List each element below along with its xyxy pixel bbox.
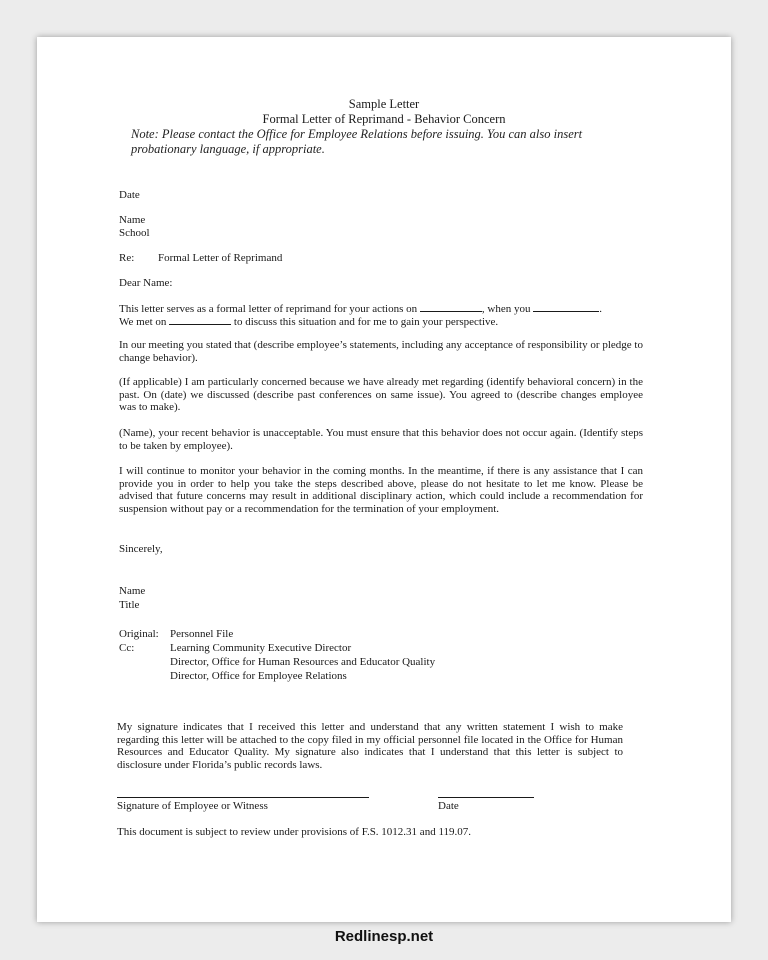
date-label: Date	[438, 800, 459, 812]
salutation: Dear Name:	[119, 277, 173, 289]
recipient-school: School	[119, 227, 150, 239]
signature-label: Signature of Employee or Witness	[117, 800, 268, 812]
letter-title: Sample Letter	[348, 97, 420, 111]
closing: Sincerely,	[119, 543, 163, 555]
p1-text-a: This letter serves as a formal letter of reprimand for your actions on	[119, 303, 420, 315]
issuing-note: Note: Please contact the Office for Employee Relations before issuing. You can also insert probationary language, if appropriate.	[131, 127, 583, 156]
re-subject: Formal Letter of Reprimand	[158, 252, 283, 264]
action-date-blank	[420, 301, 482, 312]
signer-title: Title	[119, 599, 140, 611]
signer-name: Name	[119, 585, 146, 597]
review-note: This document is subject to review under provisions of F.S. 1012.31 and 119.07.	[117, 826, 472, 838]
letter-subtitle: Formal Letter of Reprimand - Behavior Concern	[262, 112, 506, 126]
p1-text-c: .	[599, 303, 602, 315]
p1-text-b: , when you	[481, 303, 534, 315]
recipient-name: Name	[119, 214, 146, 226]
p1-text-d: We met on	[119, 316, 170, 328]
cc-item: Director, Office for Human Resources and Educator Quality	[170, 656, 436, 668]
paragraph-2: In our meeting you stated that (describe employee’s statements, including any acceptance of responsibility or pledge to change behavior).	[119, 339, 643, 364]
paragraph-1-line-2	[119, 314, 498, 329]
paragraph-4: (Name), your recent behavior is unacceptable. You must ensure that this behavior does not occur again. (Identify steps to be taken by employee).	[119, 427, 643, 452]
acknowledgment-text: My signature indicates that I received this letter and understand that any written statement I wish to make regarding this letter will be attached to the copy filed in my official personnel file located in the Office for Human Resources and Educator Quality. My signature also indicates that I understand that this letter is subject to disclosure under Florida’s public records laws.	[117, 721, 623, 771]
cc-item: Director, Office for Employee Relations	[170, 670, 347, 682]
p1-text-e: to discuss this situation and for me to gain your perspective.	[231, 316, 499, 328]
original-value: Personnel File	[170, 628, 234, 640]
paragraph-3: (If applicable) I am particularly concerned because we have already met regarding (identify behavioral concern) in the past. On (date) we discussed (describe past conferences on same issue). You agreed to (describe changes employee was to make).	[119, 376, 643, 414]
paragraph-5: I will continue to monitor your behavior in the coming months. In the meantime, if there is any assistance that I can provide you in order to help you take the steps described above, please do not hesitate to let me know. Please be advised that future concerns may result in additional disciplinary action, which could include a recommendation for suspension without pay or a recommendation for the termination of your employment.	[119, 465, 643, 515]
employee-signature-line	[117, 797, 369, 798]
original-label: Original:	[119, 628, 159, 640]
re-label: Re:	[119, 252, 135, 264]
cc-item: Learning Community Executive Director	[170, 642, 352, 654]
letter-page	[37, 37, 731, 922]
watermark-footer: Redlinesp.net	[334, 928, 434, 945]
date-line: Date	[119, 189, 140, 201]
meeting-date-blank	[169, 314, 231, 325]
action-description-blank	[533, 301, 599, 312]
cc-label: Cc:	[119, 642, 135, 654]
signature-date-line	[438, 797, 534, 798]
